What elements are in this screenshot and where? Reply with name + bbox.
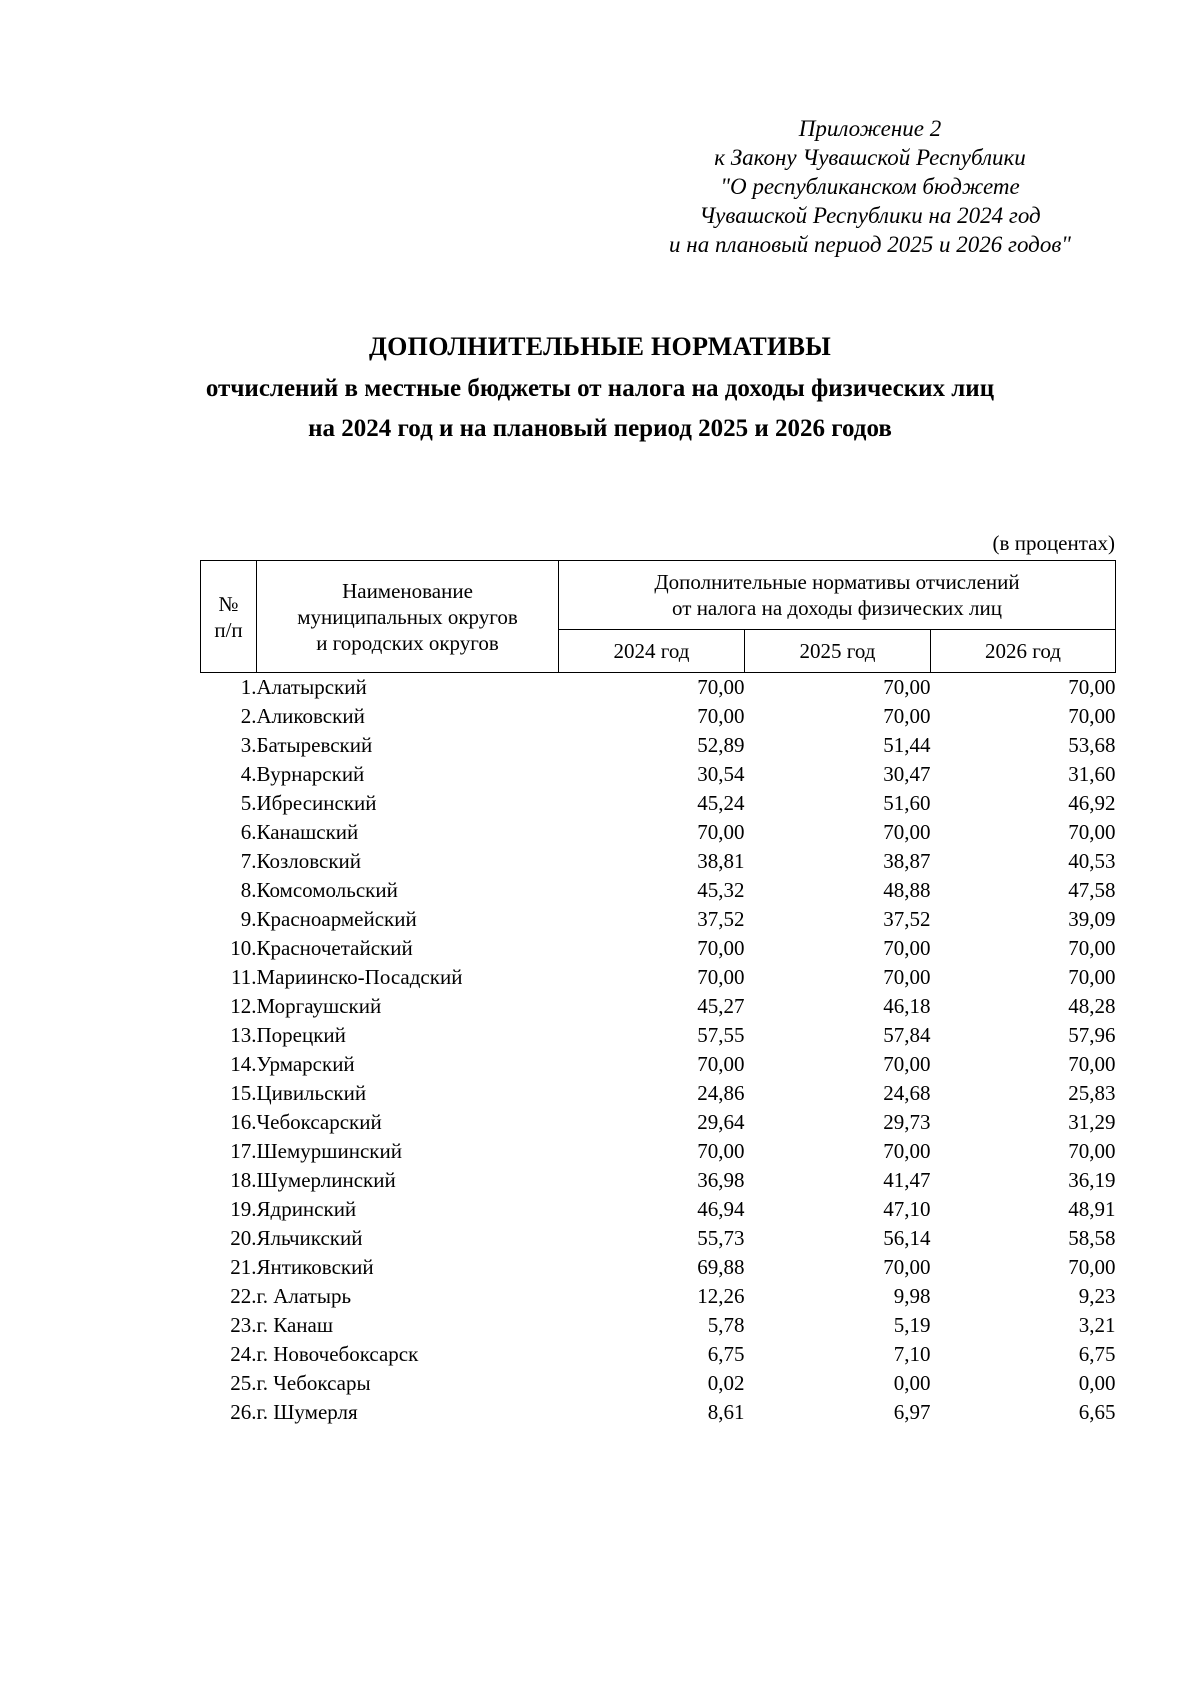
row-number: 18.	[230, 1168, 257, 1192]
value-2025: 70,00	[883, 1139, 931, 1163]
row-number: 19.	[230, 1197, 257, 1221]
row-number: 1.	[240, 675, 257, 699]
value-2024: 0,02	[707, 1371, 745, 1395]
title-subtitle-line-2: на 2024 год и на плановый период 2025 и 2026 годов	[308, 415, 892, 442]
value-2024: 8,61	[707, 1400, 745, 1424]
value-2026: 48,91	[1068, 1197, 1116, 1221]
header-name	[257, 561, 559, 673]
value-2026: 31,29	[1068, 1110, 1116, 1134]
value-2025: 6,97	[893, 1400, 931, 1424]
title-main: ДОПОЛНИТЕЛЬНЫЕ НОРМАТИВЫ	[368, 332, 832, 361]
value-2026: 40,53	[1068, 849, 1116, 873]
value-2026: 53,68	[1068, 733, 1116, 757]
value-2025: 29,73	[883, 1110, 931, 1134]
row-number: 15.	[230, 1081, 257, 1105]
value-2026: 70,00	[1068, 1139, 1116, 1163]
value-2026: 70,00	[1068, 704, 1116, 728]
municipality-name: г. Шумерля	[256, 1400, 358, 1424]
row-number: 26.	[230, 1400, 257, 1424]
value-2026: 46,92	[1068, 791, 1116, 815]
value-2026: 6,65	[1078, 1400, 1116, 1424]
value-2025: 70,00	[883, 675, 931, 699]
value-2026: 70,00	[1068, 965, 1116, 989]
table-row	[201, 1253, 1116, 1282]
municipality-name: Порецкий	[256, 1023, 346, 1047]
value-2025: 9,98	[893, 1284, 931, 1308]
municipality-name: г. Новочебоксарск	[256, 1342, 419, 1366]
table-row	[201, 1021, 1116, 1050]
value-2026: 57,96	[1068, 1023, 1116, 1047]
municipality-name: Аликовский	[256, 704, 365, 728]
value-2026: 36,19	[1068, 1168, 1116, 1192]
value-2024: 70,00	[697, 1052, 745, 1076]
table-row	[201, 760, 1116, 789]
row-number: 13.	[230, 1023, 257, 1047]
value-2025: 56,14	[883, 1226, 931, 1250]
document-title	[150, 330, 1050, 448]
value-2024: 70,00	[697, 704, 745, 728]
table-row	[201, 1311, 1116, 1340]
value-2025: 47,10	[883, 1197, 931, 1221]
value-2024: 70,00	[697, 820, 745, 844]
municipality-name: Мариинско-Посадский	[256, 965, 463, 989]
row-number: 17.	[230, 1139, 257, 1163]
row-number: 25.	[230, 1371, 257, 1395]
table-row	[201, 1369, 1116, 1398]
value-2025: 70,00	[883, 820, 931, 844]
value-2026: 70,00	[1068, 1052, 1116, 1076]
value-2026: 3,21	[1078, 1313, 1116, 1337]
row-number: 2.	[240, 704, 257, 728]
value-2024: 30,54	[697, 762, 745, 786]
table-row	[201, 847, 1116, 876]
value-2024: 45,24	[697, 791, 745, 815]
municipality-name: Красноармейский	[256, 907, 417, 931]
header-year-2025: 2025 год	[745, 630, 931, 673]
annex-line: "О республиканском бюджете	[720, 174, 1020, 199]
header-number	[201, 561, 257, 673]
table-row	[201, 1282, 1116, 1311]
row-number: 8.	[240, 878, 257, 902]
value-2024: 6,75	[707, 1342, 745, 1366]
table-row	[201, 1195, 1116, 1224]
table-row	[201, 1224, 1116, 1253]
value-2026: 9,23	[1078, 1284, 1116, 1308]
value-2024: 5,78	[707, 1313, 745, 1337]
table-row	[201, 1079, 1116, 1108]
row-number: 22.	[230, 1284, 257, 1308]
value-2026: 70,00	[1068, 936, 1116, 960]
table-row	[201, 876, 1116, 905]
row-number: 14.	[230, 1052, 257, 1076]
municipality-name: г. Чебоксары	[256, 1371, 371, 1395]
row-number: 23.	[230, 1313, 257, 1337]
value-2024: 38,81	[697, 849, 745, 873]
row-number: 21.	[230, 1255, 257, 1279]
header-name-line: Наименование	[342, 578, 473, 603]
value-2024: 45,27	[697, 994, 745, 1018]
value-2024: 57,55	[697, 1023, 745, 1047]
table-row	[201, 789, 1116, 818]
table-row	[201, 702, 1116, 731]
value-2026: 0,00	[1078, 1371, 1116, 1395]
value-2025: 46,18	[883, 994, 931, 1018]
table-row	[201, 963, 1116, 992]
value-2026: 70,00	[1068, 1255, 1116, 1279]
annex-line: Чувашской Республики на 2024 год	[699, 203, 1041, 228]
municipality-name: Моргаушский	[256, 994, 382, 1018]
value-2024: 46,94	[697, 1197, 745, 1221]
value-2025: 70,00	[883, 965, 931, 989]
title-subtitle-line-1: отчислений в местные бюджеты от налога на доходы физических лиц	[205, 375, 995, 402]
value-2024: 24,86	[697, 1081, 745, 1105]
value-2026: 47,58	[1068, 878, 1116, 902]
value-2025: 38,87	[883, 849, 931, 873]
value-2024: 36,98	[697, 1168, 745, 1192]
municipality-name: Алатырский	[256, 675, 367, 699]
table-row	[201, 1166, 1116, 1195]
value-2024: 45,32	[697, 878, 745, 902]
table-row	[201, 1050, 1116, 1079]
table-header	[201, 561, 1116, 673]
value-2025: 24,68	[883, 1081, 931, 1105]
value-2025: 30,47	[883, 762, 931, 786]
value-2025: 70,00	[883, 1052, 931, 1076]
table-row	[201, 934, 1116, 963]
row-number: 6.	[240, 820, 257, 844]
header-group	[559, 561, 1116, 630]
value-2025: 70,00	[883, 704, 931, 728]
header-year-2026: 2026 год	[931, 630, 1116, 673]
value-2026: 31,60	[1068, 762, 1116, 786]
value-2025: 7,10	[893, 1342, 931, 1366]
row-number: 3.	[240, 733, 257, 757]
row-number: 16.	[230, 1110, 257, 1134]
table-row	[201, 1137, 1116, 1166]
row-number: 11.	[231, 965, 257, 989]
value-2024: 69,88	[697, 1255, 745, 1279]
municipality-name: Козловский	[256, 849, 362, 873]
value-2025: 70,00	[883, 936, 931, 960]
municipality-name: Комсомольский	[256, 878, 398, 902]
municipality-name: Ибресинский	[256, 791, 377, 815]
row-number: 20.	[230, 1226, 257, 1250]
table-row	[201, 905, 1116, 934]
value-2024: 70,00	[697, 936, 745, 960]
header-name-line: муниципальных округов	[297, 604, 518, 629]
header-name-line: и городских округов	[316, 630, 499, 655]
municipality-name: Цивильский	[256, 1081, 367, 1105]
table-row	[201, 1108, 1116, 1137]
norms-table	[200, 560, 1116, 1427]
value-2025: 41,47	[883, 1168, 931, 1192]
value-2025: 51,44	[883, 733, 931, 757]
value-2024: 70,00	[697, 675, 745, 699]
annex-line: Приложение 2	[798, 116, 942, 141]
value-2025: 0,00	[893, 1371, 931, 1395]
value-2026: 39,09	[1068, 907, 1116, 931]
value-2025: 51,60	[883, 791, 931, 815]
annex-line: и на плановый период 2025 и 2026 годов"	[669, 232, 1071, 257]
municipality-name: Канашский	[256, 820, 359, 844]
table-row	[201, 992, 1116, 1021]
municipality-name: Урмарский	[256, 1052, 355, 1076]
row-number: 9.	[240, 907, 257, 931]
value-2025: 5,19	[893, 1313, 931, 1337]
row-number: 24.	[230, 1342, 257, 1366]
value-2024: 29,64	[697, 1110, 745, 1134]
municipality-name: Чебоксарский	[256, 1110, 382, 1134]
municipality-name: г. Алатырь	[256, 1284, 352, 1308]
municipality-name: Шемуршинский	[256, 1139, 402, 1163]
municipality-name: Ядринский	[256, 1197, 357, 1221]
municipality-name: Красночетайский	[256, 936, 413, 960]
value-2024: 12,26	[697, 1284, 745, 1308]
value-2026: 70,00	[1068, 675, 1116, 699]
municipality-name: г. Канаш	[256, 1313, 334, 1337]
table-row	[201, 1340, 1116, 1369]
value-2024: 37,52	[697, 907, 745, 931]
annex-line: к Закону Чувашской Республики	[714, 145, 1026, 170]
table-row	[201, 673, 1116, 703]
row-number: 5.	[240, 791, 257, 815]
value-2026: 6,75	[1078, 1342, 1116, 1366]
value-2024: 70,00	[697, 965, 745, 989]
municipality-name: Батыревский	[256, 733, 373, 757]
value-2026: 58,58	[1068, 1226, 1116, 1250]
table-row	[201, 731, 1116, 760]
header-number-line: п/п	[214, 617, 243, 642]
table-row	[201, 1398, 1116, 1427]
table-row	[201, 818, 1116, 847]
table-body	[201, 673, 1116, 1428]
row-number: 4.	[240, 762, 257, 786]
unit-note: (в процентах)	[992, 531, 1115, 555]
municipality-name: Яльчикский	[256, 1226, 363, 1250]
annex-reference	[640, 114, 1100, 259]
header-group-line: от налога на доходы физических лиц	[672, 596, 1002, 620]
row-number: 10.	[230, 936, 257, 960]
value-2026: 70,00	[1068, 820, 1116, 844]
value-2025: 57,84	[883, 1023, 931, 1047]
value-2024: 70,00	[697, 1139, 745, 1163]
row-number: 7.	[240, 849, 257, 873]
municipality-name: Янтиковский	[256, 1255, 374, 1279]
municipality-name: Вурнарский	[256, 762, 365, 786]
value-2024: 55,73	[697, 1226, 745, 1250]
value-2025: 70,00	[883, 1255, 931, 1279]
municipality-name: Шумерлинский	[256, 1168, 396, 1192]
value-2024: 52,89	[697, 733, 745, 757]
header-number-line: №	[218, 591, 239, 616]
row-number: 12.	[230, 994, 257, 1018]
header-group-line: Дополнительные нормативы отчислений	[654, 570, 1020, 594]
value-2026: 25,83	[1068, 1081, 1116, 1105]
value-2026: 48,28	[1068, 994, 1116, 1018]
header-year-2024: 2024 год	[559, 630, 745, 673]
value-2025: 48,88	[883, 878, 931, 902]
value-2025: 37,52	[883, 907, 931, 931]
